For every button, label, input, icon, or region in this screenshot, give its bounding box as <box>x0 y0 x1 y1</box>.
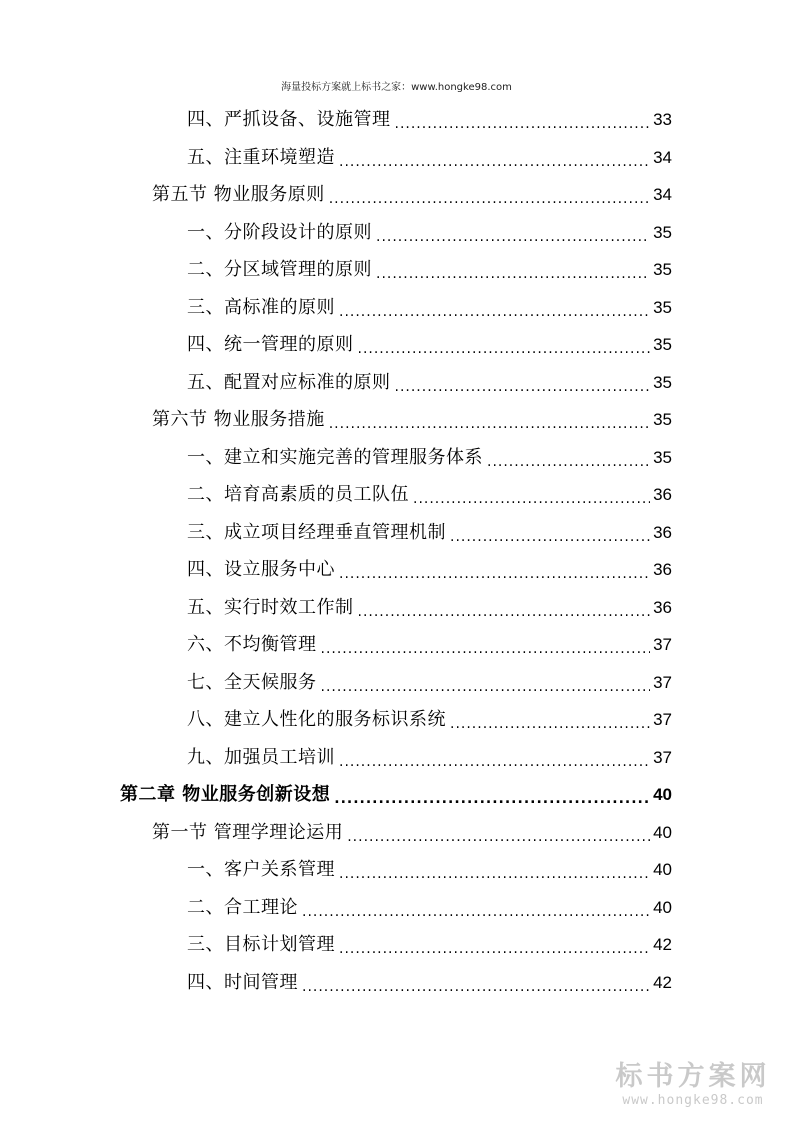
toc-entry-title: 二、合工理论 <box>187 896 298 918</box>
toc-entry[interactable] <box>187 851 672 888</box>
toc-entry[interactable] <box>187 551 672 588</box>
toc-entry-title: 三、目标计划管理 <box>187 934 335 955</box>
toc-entry-page: 37 <box>653 635 672 654</box>
toc-entry-page: 34 <box>653 185 672 204</box>
toc-entry-page: 40 <box>653 860 672 879</box>
toc-entry-title: 第五节 物业服务原则 <box>152 184 325 205</box>
toc-leader-dots <box>321 635 651 663</box>
toc-entry[interactable] <box>187 626 672 663</box>
toc-leader-dots <box>395 110 651 138</box>
toc-entry-title: 七、全天候服务 <box>187 671 317 693</box>
toc-entry[interactable] <box>187 589 672 626</box>
toc-entry[interactable] <box>187 964 672 1001</box>
toc-leader-dots <box>376 223 650 251</box>
toc-entry-title: 六、不均衡管理 <box>187 634 317 655</box>
toc-entry[interactable] <box>187 514 672 551</box>
toc-entry-title: 第二章 物业服务创新设想 <box>120 784 331 805</box>
toc-entry-title: 四、时间管理 <box>187 971 298 993</box>
toc-entry[interactable] <box>187 139 672 176</box>
toc-entry-page: 33 <box>653 110 672 129</box>
toc-entry-page: 40 <box>653 785 672 804</box>
toc-leader-dots <box>339 560 650 588</box>
toc-leader-dots <box>339 748 650 776</box>
toc-entry[interactable] <box>187 214 672 251</box>
toc-entry-title: 三、成立项目经理垂直管理机制 <box>187 521 446 543</box>
toc-entry-title: 五、注重环境塑造 <box>187 146 335 168</box>
toc-entry[interactable] <box>187 251 672 288</box>
toc-entry[interactable] <box>187 101 672 138</box>
toc-entry-page: 37 <box>653 710 672 729</box>
toc-entry[interactable] <box>152 814 672 851</box>
toc-entry[interactable] <box>187 739 672 776</box>
toc-entry-page: 36 <box>653 485 672 504</box>
toc-entry-title: 第六节 物业服务措施 <box>152 409 325 430</box>
toc-entry-page: 36 <box>653 597 672 617</box>
toc-leader-dots <box>329 410 650 438</box>
toc-entry-title: 八、建立人性化的服务标识系统 <box>187 709 446 730</box>
toc-entry-title: 一、建立和实施完善的管理服务体系 <box>187 446 483 468</box>
toc-entry-title: 四、严抓设备、设施管理 <box>187 109 391 130</box>
toc-entry-page: 35 <box>653 297 672 317</box>
toc-entry-title: 五、实行时效工作制 <box>187 596 354 618</box>
toc-entry[interactable] <box>187 439 672 476</box>
toc-entry-page: 36 <box>653 560 672 579</box>
toc-entry-page: 42 <box>653 972 672 992</box>
toc-leader-dots <box>487 448 650 476</box>
toc-leader-dots <box>339 935 650 963</box>
toc-entry-title: 二、培育高素质的员工队伍 <box>187 484 409 505</box>
toc-leader-dots <box>334 785 650 813</box>
toc-entry-title: 第一节 管理学理论运用 <box>152 821 344 843</box>
toc-entry-title: 五、配置对应标准的原则 <box>187 371 391 393</box>
toc-entry-title: 四、设立服务中心 <box>187 559 335 580</box>
toc-entry-page: 40 <box>653 822 672 842</box>
toc-leader-dots <box>339 298 650 326</box>
toc-entry-page: 37 <box>653 672 672 692</box>
toc-entry[interactable] <box>187 889 672 926</box>
watermark-url: www.hongke98.com <box>622 1093 764 1108</box>
toc-entry-page: 40 <box>653 897 672 917</box>
toc-entry[interactable] <box>187 476 672 513</box>
toc-leader-dots <box>321 673 651 701</box>
toc-leader-dots <box>450 523 650 551</box>
toc-entry-page: 36 <box>653 522 672 542</box>
toc-entry-title: 二、分区域管理的原则 <box>187 259 372 280</box>
toc-entry-page: 34 <box>653 147 672 167</box>
toc-leader-dots <box>329 185 650 213</box>
watermark-logo <box>613 1054 773 1108</box>
toc-entry[interactable] <box>187 701 672 738</box>
page-header: 海量投标方案就上标书之家：www.hongke98.com <box>281 82 512 93</box>
toc-leader-dots <box>358 598 651 626</box>
toc-entry-title: 四、统一管理的原则 <box>187 334 354 355</box>
toc-entry[interactable] <box>187 926 672 963</box>
toc-entry[interactable] <box>187 326 672 363</box>
toc-entry-page: 35 <box>653 335 672 354</box>
toc-entry-page: 35 <box>653 372 672 392</box>
toc-entry[interactable] <box>187 364 672 401</box>
toc-entry[interactable] <box>187 289 672 326</box>
toc-entry-title: 一、客户关系管理 <box>187 859 335 880</box>
toc-entry[interactable] <box>152 401 672 438</box>
toc-entry-title: 一、分阶段设计的原则 <box>187 221 372 243</box>
toc-leader-dots <box>358 335 651 363</box>
toc-entry-page: 35 <box>653 447 672 467</box>
toc-leader-dots <box>302 973 650 1001</box>
toc-leader-dots <box>339 860 650 888</box>
toc-leader-dots <box>395 373 651 401</box>
toc-entry[interactable] <box>187 664 672 701</box>
toc-leader-dots <box>347 823 650 851</box>
toc-leader-dots <box>302 898 650 926</box>
toc-entry-title: 九、加强员工培训 <box>187 746 335 768</box>
toc-entry-page: 35 <box>653 260 672 279</box>
toc-entry-page: 35 <box>653 222 672 242</box>
toc-entry-title: 三、高标准的原则 <box>187 296 335 318</box>
toc-entry-page: 37 <box>653 747 672 767</box>
toc-leader-dots <box>450 710 650 738</box>
toc-entry[interactable] <box>120 776 672 813</box>
toc-entry-page: 42 <box>653 935 672 954</box>
toc-leader-dots <box>413 485 650 513</box>
toc-leader-dots <box>339 148 650 176</box>
toc-leader-dots <box>376 260 650 288</box>
toc-entry[interactable] <box>152 176 672 213</box>
toc-entry-page: 35 <box>653 410 672 429</box>
watermark-title: 标书方案网 <box>615 1061 771 1092</box>
